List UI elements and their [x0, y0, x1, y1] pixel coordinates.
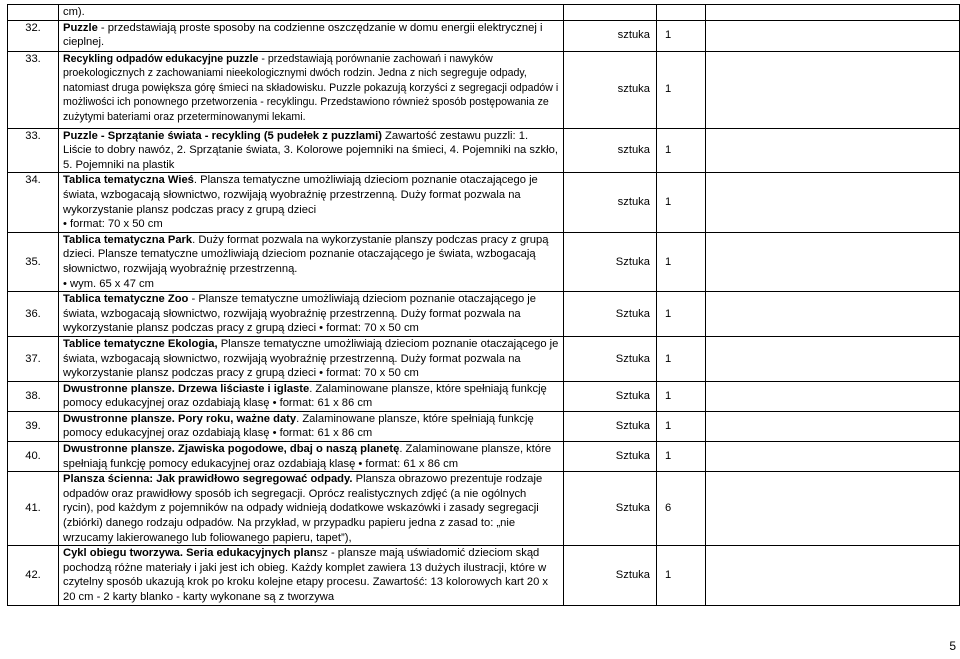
row-description: Tablica tematyczna Wieś. Plansza tematyczne umożliwiają dzieciom poznanie otaczającego je świata, wzbogacają słownictwo, rozwijają wyobraźnię przestrzenną. Duży format pozwala na wykorzystanie plansz podczas pracy z grupą dzieci • format: 70 x 50 cm	[59, 173, 564, 232]
table-row	[8, 411, 960, 441]
row-unit: Sztuka	[564, 292, 657, 337]
row-description: Cykl obiegu tworzywa. Seria edukacyjnych plansz - plansze mają uświadomić dzieciom skąd pochodzą różne materiały i jaki jest ich obieg. Każdy komplet zawiera 13 dużych ilustracji, które w czytelny sposób ukazują krok po kroku kolejne etapy procesu. Zawartość: 13 kolorowych kart 20 x 20 cm - 2 karty blanko - karty wykonane są z tworzywa	[59, 546, 564, 605]
row-unit: Sztuka	[564, 442, 657, 472]
row-description: Recykling odpadów edukacyjne puzzle - przedstawiają porównanie zachowań i nawyków proekologicznych z zachowaniami nieekologicznymi dwóch rodzin. Jedna z nich segreguje odpady, natomiast druga powiększa górę śmieci na składowisku. Puzzle pokazują korzyści z segregacji odpadów i możliwości ich ponownego przetworzenia - recyklingu. Przedstawiono również sposób postępowania ze zużytymi bateriami oraz przeterminowanymi lekami.	[59, 51, 564, 128]
row-quantity: 6	[657, 472, 706, 546]
table-row	[8, 5, 960, 21]
table-row	[8, 128, 960, 173]
row-quantity: 1	[657, 51, 706, 128]
row-empty-cell	[706, 292, 960, 337]
row-description: Plansza ścienna: Jak prawidłowo segregować odpady. Plansza obrazowo prezentuje rodzaje odpadów oraz prawidłowy sposób ich segregacji. Oprócz realistycznych zdjęć (a nie ogólnych rycin), pod każdym z pojemników na odpady widnieją dodatkowe wskazówki i zasady segregacji (zbiórki) danego rodzaju odpadów. Na przykład, w przypadku papieru jedna z zasad to: „nie wrzucamy lakierowanego lub foliowanego papieru, tapet”),	[59, 472, 564, 546]
table-row	[8, 381, 960, 411]
table-row	[8, 546, 960, 605]
table-row	[8, 336, 960, 381]
table-row	[8, 442, 960, 472]
row-description: Tablice tematyczne Ekologia, Plansze tematyczne umożliwiają dzieciom poznanie otaczającego je świata, wzbogacają słownictwo, rozwijają wyobraźnię przestrzenną. Duży format pozwala na wykorzystanie plansz podczas pracy z grupą dzieci • format: 70 x 50 cm	[59, 336, 564, 381]
row-empty-cell	[706, 232, 960, 291]
row-empty-cell	[706, 411, 960, 441]
row-quantity: 1	[657, 292, 706, 337]
row-number: 32.	[8, 20, 59, 51]
row-empty-cell	[706, 472, 960, 546]
row-unit: Sztuka	[564, 472, 657, 546]
row-number: 33.	[8, 128, 59, 173]
table-row	[8, 232, 960, 291]
row-description: Tablica tematyczne Zoo - Plansze tematyczne umożliwiają dzieciom poznanie otaczającego je świata, wzbogacają słownictwo, rozwijają wyobraźnię przestrzenną. Duży format pozwala na wykorzystanie plansz podczas pracy z grupą dzieci • format: 70 x 50 cm	[59, 292, 564, 337]
row-quantity: 1	[657, 20, 706, 51]
row-quantity: 1	[657, 336, 706, 381]
row-description: Dwustronne plansze. Zjawiska pogodowe, dbaj o naszą planetę. Zalaminowane plansze, które spełniają funkcję pomocy edukacyjnej oraz ozdabiają klasę • format: 61 x 86 cm	[59, 442, 564, 472]
row-quantity: 1	[657, 232, 706, 291]
row-description: Dwustronne plansze. Pory roku, ważne daty. Zalaminowane plansze, które spełniają funkcję pomocy edukacyjnej oraz ozdabiają klasę • format: 61 x 86 cm	[59, 411, 564, 441]
row-quantity	[657, 5, 706, 21]
row-empty-cell	[706, 20, 960, 51]
row-unit: sztuka	[564, 128, 657, 173]
row-unit: sztuka	[564, 20, 657, 51]
row-unit	[564, 5, 657, 21]
row-empty-cell	[706, 173, 960, 232]
row-number: 35.	[8, 232, 59, 291]
row-quantity: 1	[657, 381, 706, 411]
row-number: 39.	[8, 411, 59, 441]
row-description: Dwustronne plansze. Drzewa liściaste i iglaste. Zalaminowane plansze, które spełniają funkcję pomocy edukacyjnej oraz ozdabiają klasę • format: 61 x 86 cm	[59, 381, 564, 411]
row-number	[8, 5, 59, 21]
row-empty-cell	[706, 546, 960, 605]
format-bullet: • wym. 65 x 47 cm	[63, 278, 154, 290]
row-quantity: 1	[657, 411, 706, 441]
row-description: Tablica tematyczna Park. Duży format pozwala na wykorzystanie planszy podczas pracy z grupą dzieci. Plansze tematyczne umożliwiają dzieciom poznanie otaczającego je świata, wzbogacają słownictwo, rozwijają wyobraźnię przestrzenną. • wym. 65 x 47 cm	[59, 232, 564, 291]
row-quantity: 1	[657, 173, 706, 232]
row-description: Puzzle - przedstawiają proste sposoby na codzienne oszczędzanie w domu energii elektrycznej i cieplnej.	[59, 20, 564, 51]
row-unit: sztuka	[564, 173, 657, 232]
items-table	[7, 4, 960, 606]
row-empty-cell	[706, 51, 960, 128]
row-unit: Sztuka	[564, 336, 657, 381]
page-number: 5	[949, 639, 956, 653]
row-empty-cell	[706, 336, 960, 381]
row-unit: Sztuka	[564, 381, 657, 411]
row-number: 41.	[8, 472, 59, 546]
row-quantity: 1	[657, 546, 706, 605]
row-description: Puzzle - Sprzątanie świata - recykling (5 pudełek z puzzlami) Zawartość zestawu puzzli: 1. Liście to dobry nawóz, 2. Sprzątanie świata, 3. Kolorowe pojemniki na śmieci, 4. Pojemniki na szkło, 5. Pojemniki na plastik	[59, 128, 564, 173]
row-unit: sztuka	[564, 51, 657, 128]
row-description: cm).	[59, 5, 564, 21]
row-number: 33.	[8, 51, 59, 128]
format-bullet: • format: 70 x 50 cm	[63, 218, 163, 230]
row-number: 34.	[8, 173, 59, 232]
row-unit: Sztuka	[564, 411, 657, 441]
row-number: 40.	[8, 442, 59, 472]
row-number: 37.	[8, 336, 59, 381]
row-empty-cell	[706, 381, 960, 411]
table-row	[8, 173, 960, 232]
table-row	[8, 51, 960, 128]
row-quantity: 1	[657, 442, 706, 472]
row-number: 38.	[8, 381, 59, 411]
row-quantity: 1	[657, 128, 706, 173]
table-row	[8, 20, 960, 51]
row-empty-cell	[706, 128, 960, 173]
table-row	[8, 292, 960, 337]
row-empty-cell	[706, 5, 960, 21]
table-row	[8, 472, 960, 546]
row-empty-cell	[706, 442, 960, 472]
row-unit: Sztuka	[564, 232, 657, 291]
row-number: 36.	[8, 292, 59, 337]
row-number: 42.	[8, 546, 59, 605]
row-unit: Sztuka	[564, 546, 657, 605]
